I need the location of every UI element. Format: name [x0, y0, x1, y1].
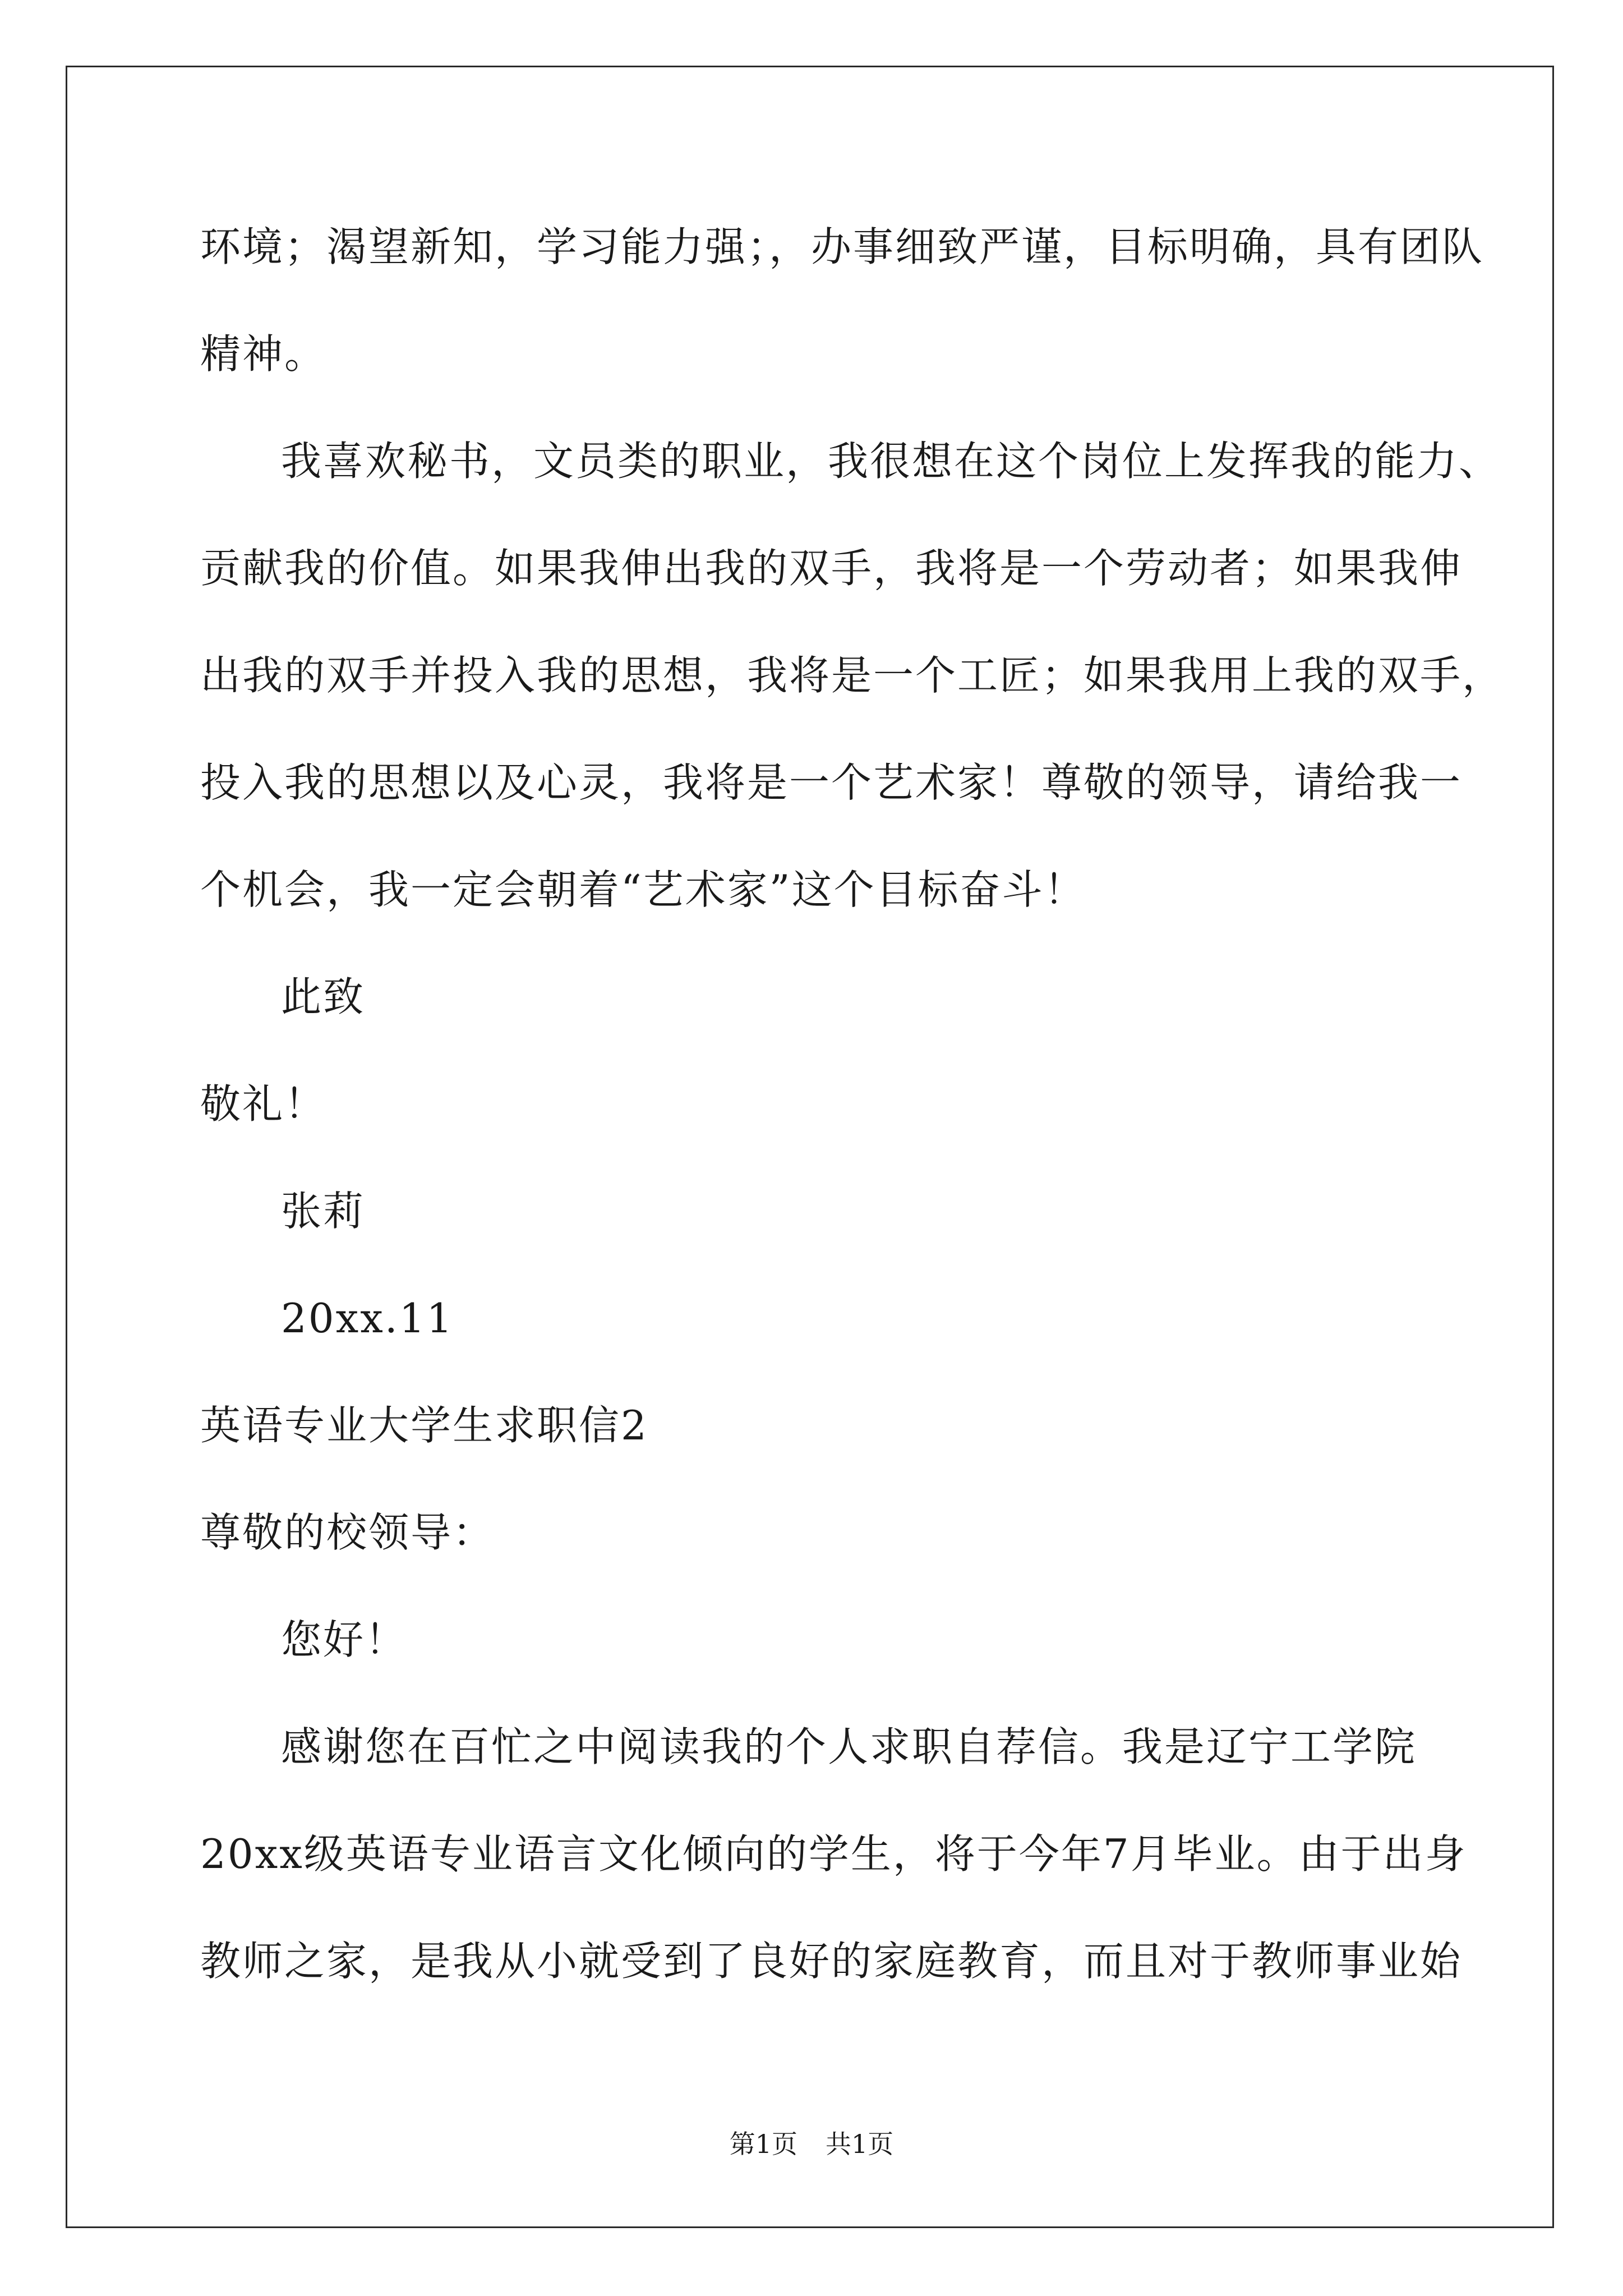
page-number: 第1页	[729, 2129, 797, 2159]
text-line: 投入我的思想以及心灵，我将是一个艺术家！尊敬的领导，请给我一	[200, 759, 1463, 806]
text-line: 20xx级英语专业语言文化倾向的学生，将于今年7月毕业。由于出身	[200, 1830, 1467, 1878]
signature-name: 张莉	[281, 1188, 366, 1235]
text-line: 个机会，我一定会朝着“艺术家”这个目标奋斗！	[200, 866, 1086, 913]
text-line: 出我的双手并投入我的思想，我将是一个工匠；如果我用上我的双手，	[200, 652, 1505, 699]
page-border	[66, 66, 1554, 2228]
section-title: 英语专业大学生求职信2	[200, 1402, 648, 1449]
text-line: 精神。	[200, 330, 327, 378]
page-footer	[0, 2127, 1623, 2161]
paragraph-start: 我喜欢秘书，文员类的职业，我很想在这个岗位上发挥我的能力、	[281, 438, 1501, 485]
text-line: 环境；渴望新知，学习能力强；，办事细致严谨，目标明确，具有团队	[200, 223, 1484, 270]
signature-date: 20xx.11	[281, 1295, 454, 1342]
text-line: 贡献我的价值。如果我伸出我的双手，我将是一个劳动者；如果我伸	[200, 545, 1463, 592]
closing-regards: 敬礼！	[200, 1080, 327, 1128]
greeting-hello: 您好！	[281, 1616, 408, 1663]
page-total: 共1页	[826, 2129, 894, 2159]
text-line: 教师之家，是我从小就受到了良好的家庭教育，而且对于教师事业始	[200, 1938, 1463, 1985]
greeting: 尊敬的校领导：	[200, 1509, 495, 1556]
paragraph-start: 感谢您在百忙之中阅读我的个人求职自荐信。我是辽宁工学院	[281, 1723, 1417, 1770]
closing-salutation: 此致	[281, 973, 366, 1020]
